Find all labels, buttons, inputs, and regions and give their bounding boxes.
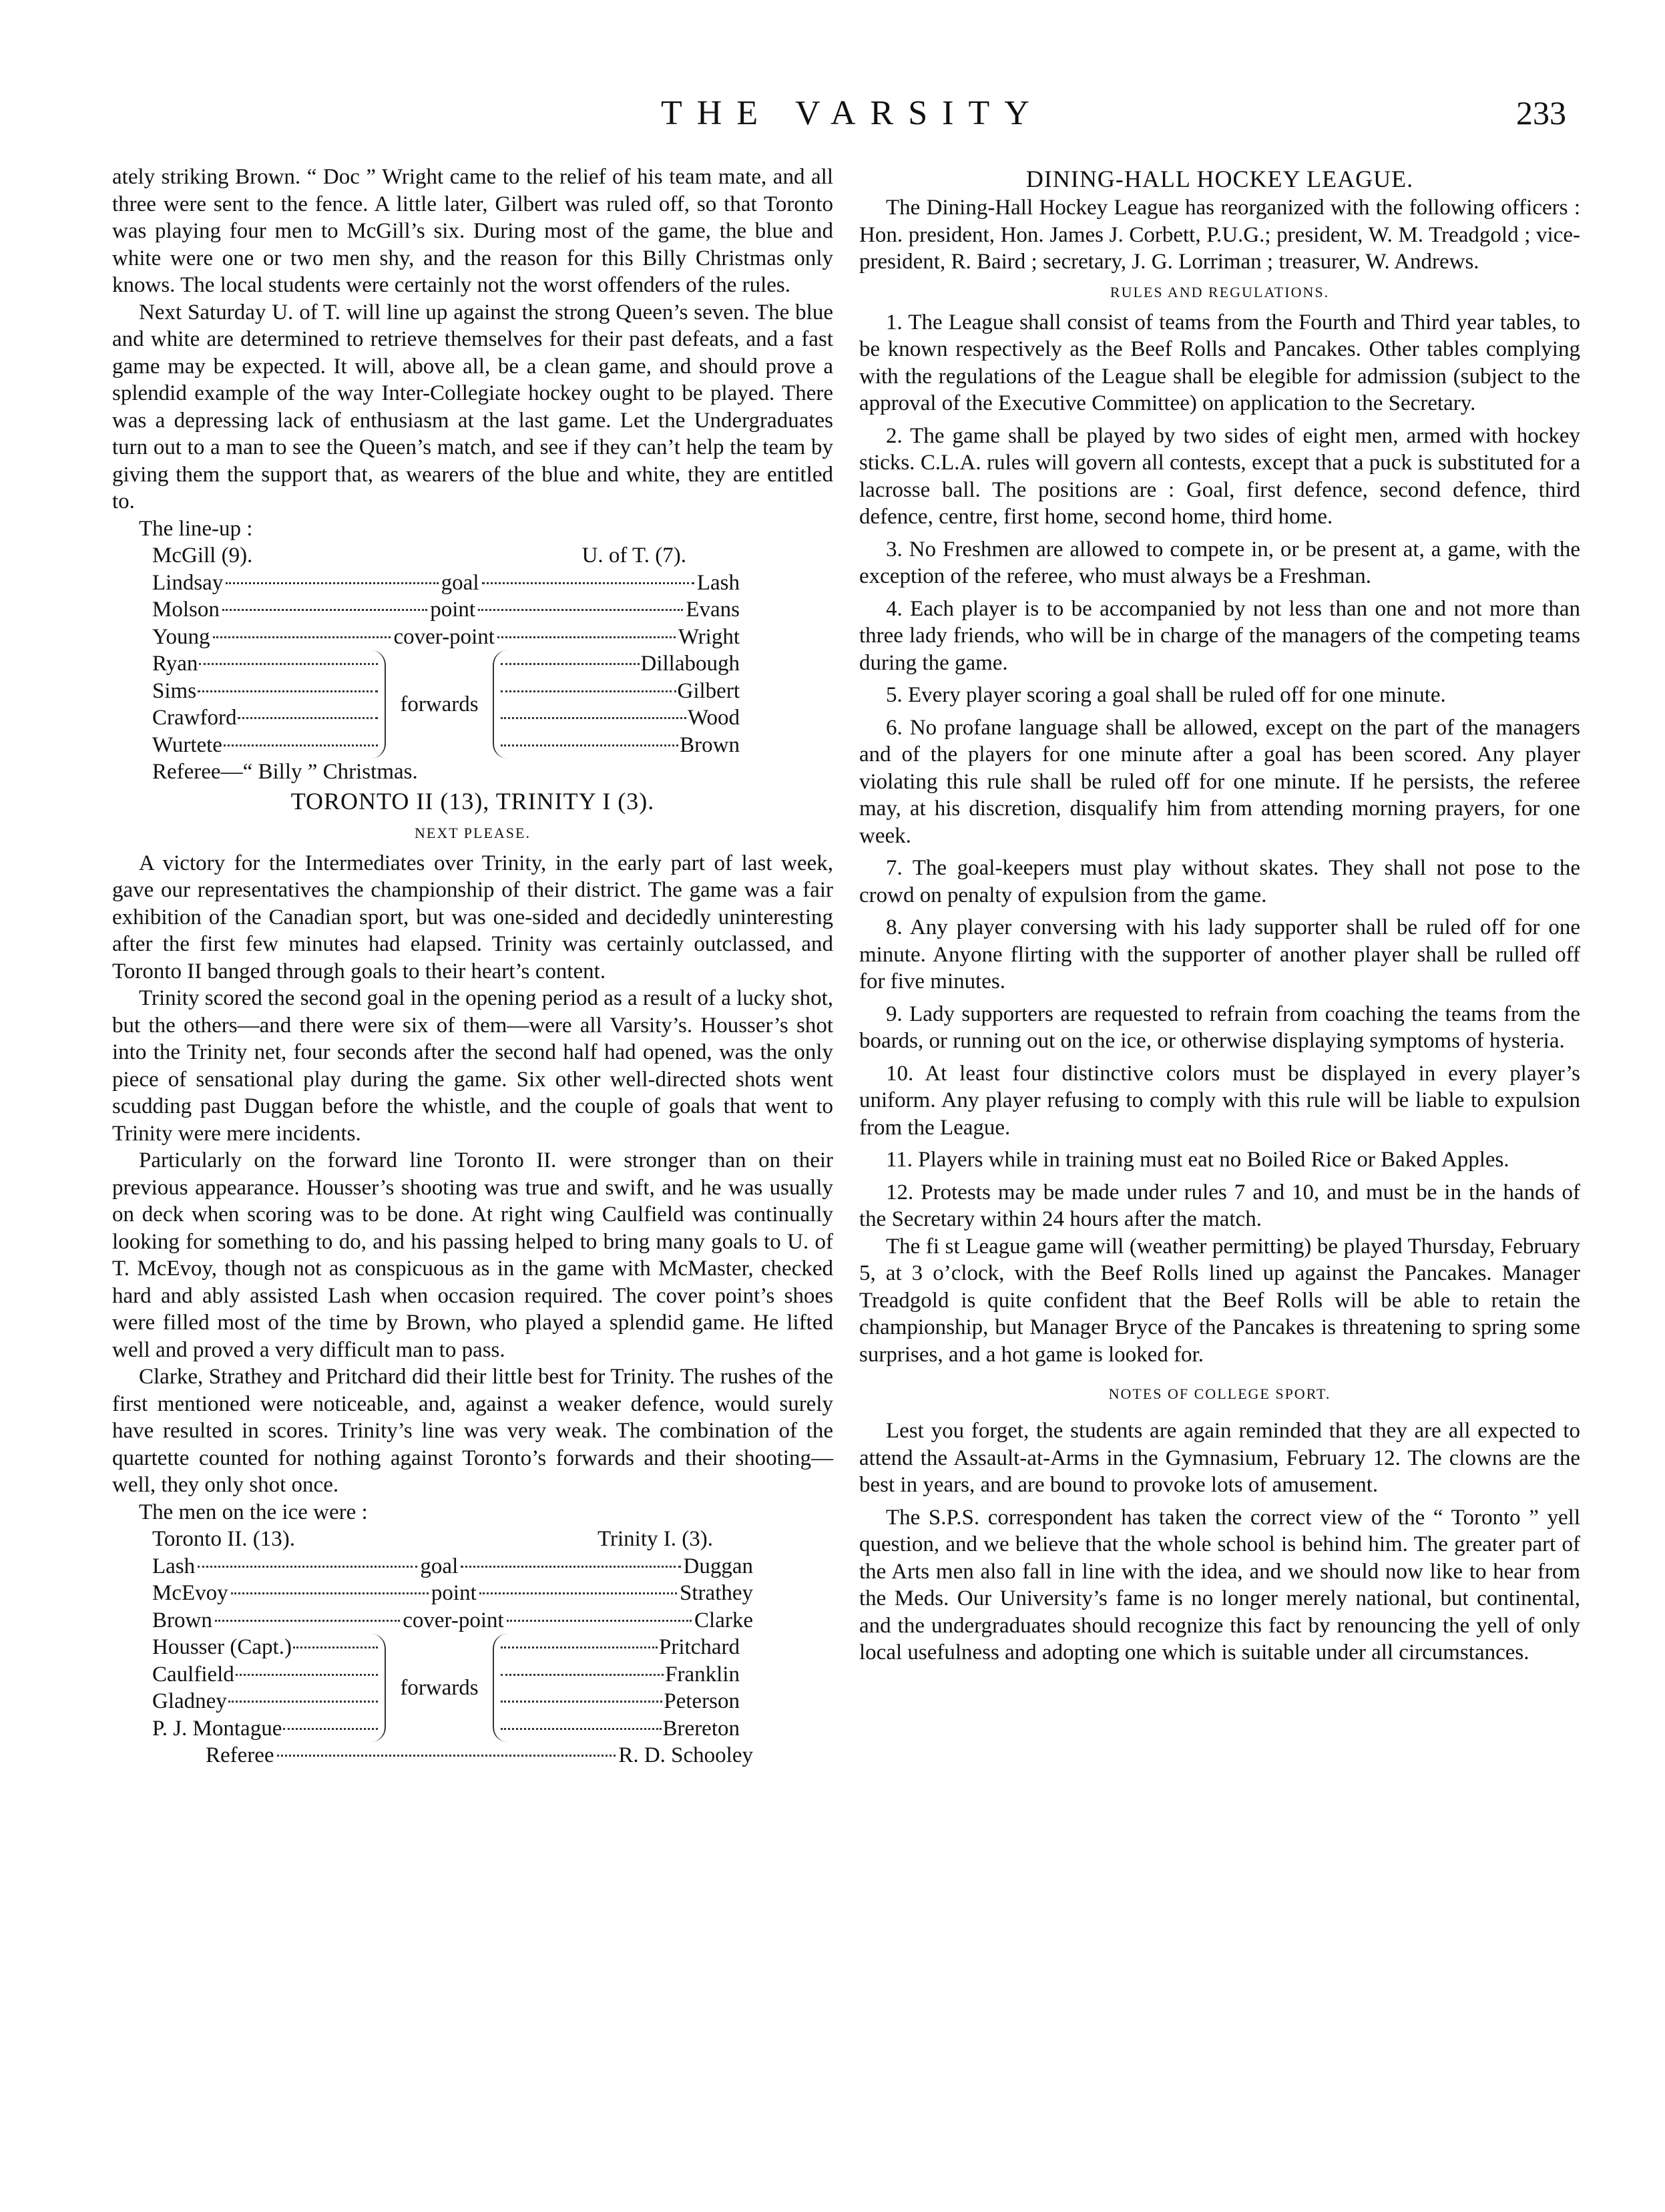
rule-item: 11. Players while in training must eat no Boiled Rice or Baked Apples. — [886, 1148, 1509, 1172]
forward-b: Brereton — [662, 1716, 740, 1741]
player-a: Young — [152, 624, 210, 649]
masthead-title: THE VARSITY — [661, 94, 1044, 132]
position: point — [430, 598, 476, 622]
section-heading: TORONTO II (13), TRINITY I (3). — [290, 787, 655, 815]
team-b-name: U. of T. (7). — [581, 543, 686, 568]
player-b: Evans — [686, 598, 740, 622]
lineup-intro: The men on the ice were : — [139, 1500, 368, 1524]
referee-name: R. D. Schooley — [618, 1743, 753, 1767]
lineup-row — [152, 570, 740, 597]
page-number: 233 — [1516, 94, 1566, 132]
forward-b: Peterson — [664, 1689, 740, 1713]
forward-a: Housser (Capt.) — [152, 1635, 292, 1659]
lineup-table-toronto — [152, 1526, 833, 1769]
position: cover-point — [403, 1608, 504, 1632]
forwards-block — [152, 1634, 753, 1742]
position: goal — [441, 570, 479, 595]
rule-item: 4. Each player is to be accompanied by not less than one and not more than three lady friends, who will be in charge of the managers of the competing teams during the game. — [859, 596, 1580, 675]
forwards-label: forwards — [400, 692, 479, 716]
page-header — [0, 93, 1665, 147]
forward-b: Brown — [680, 732, 740, 757]
referee-label: Referee — [206, 1743, 274, 1767]
forwards-label: forwards — [400, 1675, 479, 1700]
team-b-name: Trinity I. (3). — [598, 1527, 713, 1551]
player-a: Lash — [152, 1554, 196, 1578]
paragraph: Clarke, Strathey and Pritchard did their little best for Trinity. The rushes of the first mentioned were noticeable, and, against a weaker defence, would surely have resulted in scores. Trinity’s line was very weak. The combination of the quartette counted for nothing against Toronto’s forwards and their shooting—well, they only shot once. — [112, 1365, 833, 1497]
forward-a: Ryan — [152, 652, 198, 676]
section-heading: DINING-HALL HOCKEY LEAGUE. — [1025, 166, 1414, 192]
lineup-row — [152, 1580, 753, 1607]
forward-a: Crawford — [152, 706, 237, 730]
player-b: Strathey — [680, 1581, 754, 1605]
forward-a: Caulfield — [152, 1662, 234, 1687]
paragraph: A victory for the Intermediates over Trinity, in the early part of last week, gave our representatives the championship of their district. The game was a fair exhibition of the Canadian sport, but was one-sided and decidedly uninteresting after the first few minutes had elapsed. Trinity was certainly outclassed, and Toronto II banged through goals to their heart’s content. — [112, 851, 833, 983]
section-subheading: NOTES OF COLLEGE SPORT. — [1108, 1385, 1331, 1402]
lineup-intro: The line-up : — [139, 516, 253, 541]
team-a-name: McGill (9). — [152, 543, 253, 568]
forward-b: Franklin — [665, 1662, 740, 1687]
rule-item: 6. No profane language shall be allowed, except on the part of the managers and of the players for one minute after a goal has been scored. Any player violating this rule shall be ruled off for one minute. If he persists, the referee may, at his discretion, disqualify him from attending morning prayers, for one week. — [859, 715, 1580, 848]
paragraph: Next Saturday U. of T. will line up against the strong Queen’s seven. The blue and white are determined to retrieve themselves for their past defeats, and a fast game may be expected. It will, above all, be a clean game, and should prove a splendid example of the way Inter-Collegiate hockey ought to be played. There was a depressing lack of enthusiasm at the last game. Let the Undergraduates turn out to a man to see the Queen’s match, and see if they can’t help the team by giving them the support that, as wearers of the blue and white, they are entitled to. — [112, 300, 833, 513]
player-b: Wright — [678, 624, 740, 649]
left-column — [112, 164, 833, 1769]
paragraph: Lest you forget, the students are again reminded that they are all expected to attend the Assault-at-Arms in the Gymnasium, February 12. The clowns are the best in years, and are bound to provoke lots of amusement. — [859, 1419, 1580, 1497]
paragraph: Trinity scored the second goal in the opening period as a result of a lucky shot, but the others—and there were six of them—were all Varsity’s. Housser’s shot into the Trinity net, four seconds after the second half had opened, was the only piece of sensational play during the game. Six other well-directed shots went scudding past Duggan before the whistle, and the couple of goals that went to Trinity were mere incidents. — [112, 986, 833, 1146]
lineup-row — [152, 1553, 753, 1580]
player-a: McEvoy — [152, 1581, 228, 1605]
paragraph: Particularly on the forward line Toronto II. were stronger than on their previous appearance. Housser’s shooting was true and swift, and he was usually on deck when scoring was to be done. At right wing Caulfield was continually looking for something to do, and his passing helped to bring many goals to U. of T. McEvoy, though not as conspicuous as in the game with McMaster, checked hard and ably assisted Lash when occasion required. The cover point’s shoes were filled most of the time by Brown, who played a splendid game. He lifted well and proved a very difficult man to pass. — [112, 1148, 833, 1362]
lineup-row — [152, 596, 740, 624]
referee-line: Referee—“ Billy ” Christmas. — [152, 760, 418, 784]
paragraph: The Dining-Hall Hockey League has reorganized with the following officers : Hon. president, Hon. James J. Corbett, P.U.G.; president, W. M. Treadgold ; vice-president, R. Baird ; secretary, J. G. Lorriman ; treasurer, W. Andrews. — [859, 196, 1580, 274]
rule-item: 3. No Freshmen are allowed to compete in, or be present at, a game, with the exception of the referee, who must always be a Freshman. — [859, 537, 1580, 588]
forward-a: Sims — [152, 678, 197, 703]
rule-item: 10. At least four distinctive colors must be displayed in every player’s uniform. Any player refusing to comply with this rule will be liable to expulsion from the League. — [859, 1061, 1580, 1140]
forward-a: Gladney — [152, 1689, 227, 1713]
rule-item: 8. Any player conversing with his lady supporter shall be ruled off for one minute. Anyone flirting with the supporter of another player shall be rulled off for five minutes. — [859, 915, 1580, 993]
rule-item: 5. Every player scoring a goal shall be ruled off for one minute. — [886, 683, 1446, 707]
rule-item: 9. Lady supporters are requested to refrain from coaching the teams from the boards, or running out on the ice, or otherwise displaying symptoms of hysteria. — [859, 1002, 1580, 1053]
player-a: Molson — [152, 598, 220, 622]
forward-b: Pritchard — [659, 1635, 740, 1659]
player-b: Clarke — [694, 1608, 754, 1632]
lineup-row — [152, 624, 740, 651]
rule-item: 12. Protests may be made under rules 7 and 10, and must be in the hands of the Secretary within 24 hours after the match. — [859, 1180, 1580, 1231]
player-a: Lindsay — [152, 570, 224, 595]
rule-item: 7. The goal-keepers must play without skates. They shall not pose to the crowd on penalty of expulsion from the game. — [859, 856, 1580, 907]
referee-row — [206, 1742, 753, 1769]
paragraph: The fi st League game will (weather permitting) be played Thursday, February 5, at 3 o’clock, with the Beef Rolls lined up against the Pancakes. Manager Treadgold is quite confident that the Beef Rolls will be able to retain the championship, but Manager Bryce of the Pancakes is threatening to spring some surprises, and a hot game is looked for. — [859, 1234, 1580, 1367]
position: point — [431, 1581, 477, 1605]
forward-a: Wurtete — [152, 732, 222, 757]
paragraph: The S.P.S. correspondent has taken the correct view of the “ Toronto ” yell question, and we believe that the whole school is behind him. The greater part of the Arts men also fall in line with the idea, and we should now like to hear from the Meds. Our University’s fame is no longer merely national, but continental, and the undergraduates should recognize this fact by renouncing the yell of only local usefulness and adopting one which is suitable under all circumstances. — [859, 1505, 1580, 1665]
rule-item: 2. The game shall be played by two sides of eight men, armed with hockey sticks. C.L.A. rules will govern all contests, except that a puck is substituted for a lacrosse ball. The positions are : Goal, first defence, second defence, third defence, centre, first home, second home, third home. — [859, 423, 1580, 529]
section-subheading: RULES AND REGULATIONS. — [1110, 283, 1330, 300]
lineup-row — [152, 1607, 753, 1634]
player-b: Duggan — [683, 1554, 753, 1578]
lineup-header — [152, 542, 740, 570]
forwards-block — [152, 650, 740, 758]
forward-b: Wood — [687, 706, 740, 730]
forward-b: Gilbert — [677, 678, 740, 703]
paragraph: ately striking Brown. “ Doc ” Wright came to the relief of his team mate, and all three were sent to the fence. A little later, Gilbert was ruled off, so that Toronto was playing four men to McGill’s six. During most of the game, the blue and white were one or two men shy, and the reason for this Billy Christmas only knows. The local students were certainly not the worst offenders of the rules. — [112, 165, 833, 297]
section-subheading: NEXT PLEASE. — [415, 824, 531, 841]
team-a-name: Toronto II. (13). — [152, 1527, 295, 1551]
rule-item: 1. The League shall consist of teams from the Fourth and Third year tables, to be known respectively as the Beef Rolls and Pancakes. Other tables complying with the regulations of the League shall be elegible for admission (subject to the approval of the Executive Committee) on application to the Secretary. — [859, 310, 1580, 415]
forward-a: P. J. Montague — [152, 1716, 282, 1741]
lineup-table-mcgill — [152, 542, 833, 786]
player-b: Lash — [696, 570, 740, 595]
position: cover-point — [393, 624, 495, 649]
player-a: Brown — [152, 1608, 212, 1632]
right-column — [859, 164, 1580, 1667]
forward-b: Dillabough — [640, 652, 740, 676]
lineup-header — [152, 1526, 753, 1553]
position: goal — [420, 1554, 459, 1578]
